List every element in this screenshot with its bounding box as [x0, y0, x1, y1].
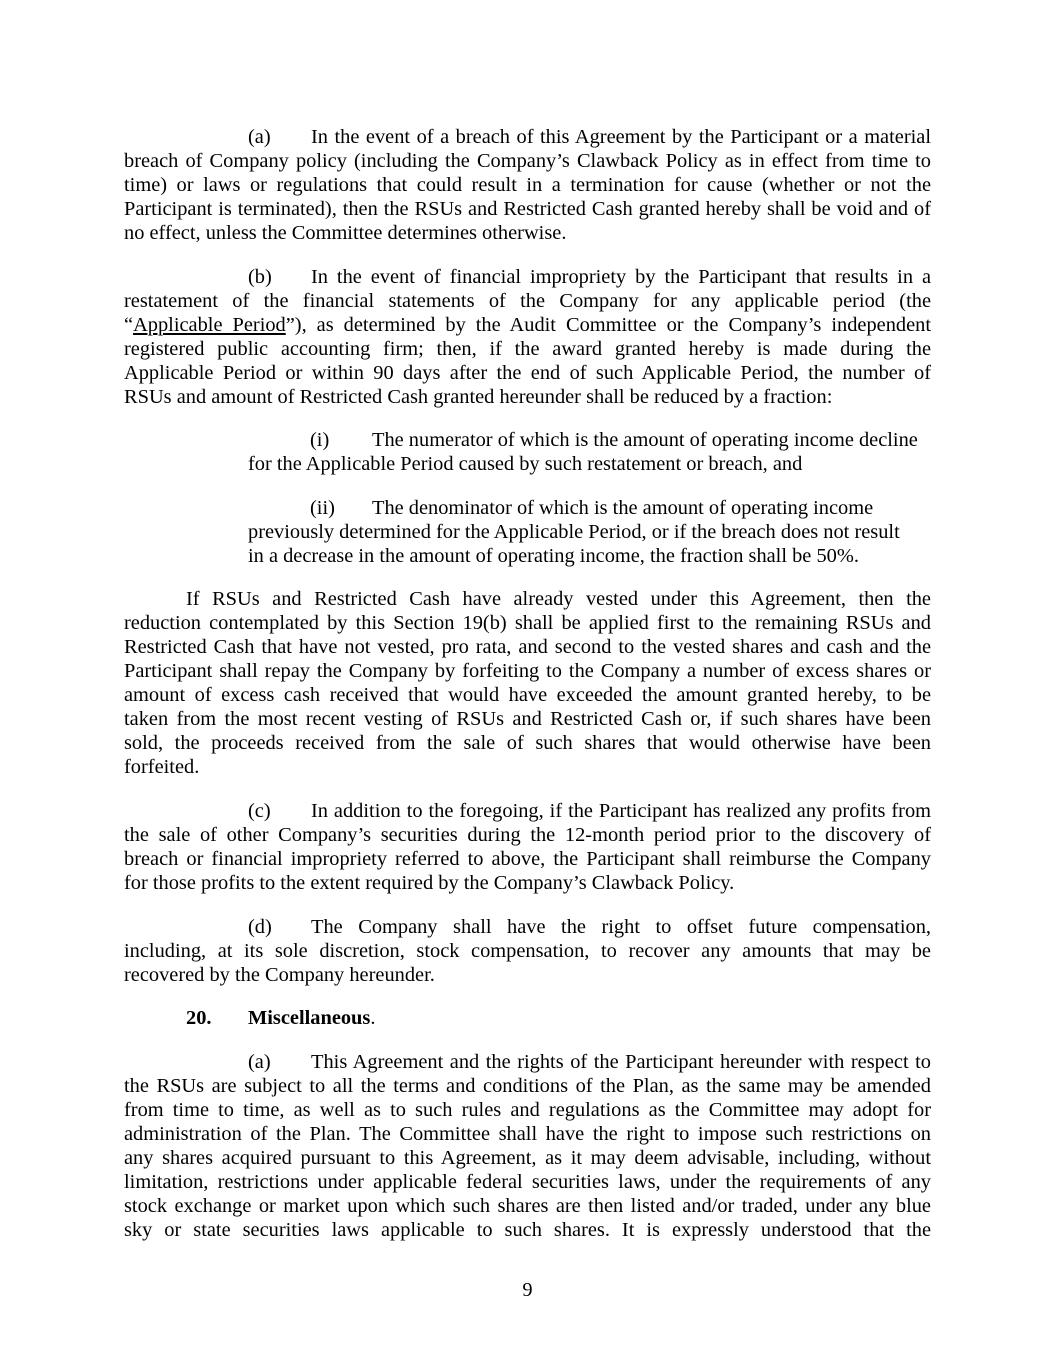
paragraph-20a-line: any shares acquired pursuant to this Agreement, as it may deem advisable, including, without: [124, 1146, 931, 1169]
paragraph-19b-line: restatement of the financial statements of the Company for any applicable period (the: [124, 289, 931, 312]
paragraph-19b-line: RSUs and amount of Restricted Cash granted hereunder shall be reduced by a fraction:: [124, 385, 833, 408]
paragraph-19c-line: breach or financial impropriety referred to above, the Participant shall reimburse the Company: [124, 847, 931, 870]
paragraph-19b-text: In the event of financial impropriety by the Participant that results in a: [311, 265, 931, 288]
defined-term-applicable-period: Applicable Period: [133, 313, 286, 336]
subparagraph-ii-line: previously determined for the Applicable Period, or if the breach does not result: [248, 520, 900, 543]
subparagraph-ii-first-line: [124, 496, 931, 520]
paragraph-19a-label: (a): [248, 126, 271, 148]
section-20-heading: [124, 1006, 931, 1030]
paragraph-20a-label: (a): [248, 1050, 271, 1073]
paragraph-20a-line: stock exchange or market upon which such shares are then listed and/or traded, under any blue: [124, 1194, 931, 1217]
paragraph-19b-line: [124, 313, 931, 337]
paragraph-19c-line: for those profits to the extent required by the Company’s Clawback Policy.: [124, 871, 735, 894]
paragraph-reduction-line: taken from the most recent vesting of RSUs and Restricted Cash or, if such shares have been: [124, 708, 931, 731]
page-number: 9: [522, 1279, 533, 1301]
paragraph-19a-line: Participant is terminated), then the RSUs and Restricted Cash granted hereby shall be void and of: [124, 198, 931, 220]
paragraph-19b-line: Applicable Period or within 90 days after the end of such Applicable Period, the number of: [124, 361, 931, 384]
paragraph-19c-text: In addition to the foregoing, if the Participant has realized any profits from: [311, 799, 931, 822]
paragraph-reduction-line: Participant shall repay the Company by forfeiting to the Company a number of excess shares or: [124, 660, 931, 683]
paragraph-reduction-line: Restricted Cash that have not vested, pro rata, and second to the vested shares and cash and the: [124, 636, 931, 659]
paragraph-reduction-line: If RSUs and Restricted Cash have already vested under this Agreement, then the: [186, 588, 931, 611]
section-20-number: 20.: [186, 1007, 212, 1030]
paragraph-19d-label: (d): [248, 915, 272, 938]
paragraph-20a-line: from time to time, as well as to such rules and regulations as the Committee may adopt for: [124, 1098, 931, 1121]
subparagraph-i: [124, 428, 931, 476]
paragraph-reduction-line: sold, the proceeds received from the sale of such shares that would otherwise have been: [124, 732, 931, 755]
paragraph-reduction: [124, 587, 931, 779]
paragraph-19b-label: (b): [248, 265, 272, 288]
paragraph-19a-line: no effect, unless the Committee determines otherwise.: [124, 222, 567, 244]
paragraph-19c-line: the sale of other Company’s securities during the 12-month period prior to the discovery of: [124, 823, 931, 846]
paragraph-19d-line: including, at its sole discretion, stock compensation, to recover any amounts that may be: [124, 939, 931, 962]
paragraph-20a-line: the RSUs are subject to all the terms and conditions of the Plan, as the same may be amended: [124, 1074, 931, 1097]
subparagraph-ii-label: (ii): [310, 496, 335, 519]
subparagraph-i-first-line: [124, 428, 931, 452]
paragraph-reduction-line: amount of excess cash received that would have exceeded the amount granted hereby, to be: [124, 684, 931, 707]
paragraph-19b: [124, 265, 931, 409]
section-20-heading-line: [124, 1006, 931, 1030]
paragraph-20a-line: limitation, restrictions under applicable federal securities laws, under the requirements of any: [124, 1170, 931, 1193]
paragraph-19a: [124, 125, 931, 245]
paragraph-20a-line: administration of the Plan. The Committee shall have the right to impose such restrictions on: [124, 1122, 931, 1145]
paragraph-reduction-line: reduction contemplated by this Section 19(b) shall be applied first to the remaining RSUs and: [124, 612, 931, 635]
paragraph-19a-line: time) or laws or regulations that could result in a termination for cause (whether or not the: [124, 174, 931, 196]
subparagraph-i-label: (i): [310, 429, 330, 452]
subparagraph-i-text: The numerator of which is the amount of operating income decline: [372, 429, 918, 452]
paragraph-19d-text: The Company shall have the right to offset future compensation,: [311, 915, 931, 938]
paragraph-20a-first-line: [124, 1050, 931, 1074]
paragraph-19c: [124, 799, 931, 895]
paragraph-19c-first-line: [124, 799, 931, 823]
section-20-title: Miscellaneous: [248, 1007, 371, 1030]
paragraph-19b-line-rest: ”), as determined by the Audit Committee or the Company’s independent: [285, 313, 931, 336]
paragraph-19b-first-line: [124, 265, 931, 289]
paragraph-19d: [124, 915, 931, 987]
section-20-title-punct: .: [370, 1007, 376, 1030]
paragraph-19a-text: In the event of a breach of this Agreement by the Participant or a material: [311, 126, 931, 148]
paragraph-20a: [124, 1050, 931, 1242]
paragraph-20a-line: sky or state securities laws applicable to such shares. It is expressly understood that the: [124, 1218, 931, 1241]
paragraph-19a-line: breach of Company policy (including the Company’s Clawback Policy as in effect from time to: [124, 150, 931, 172]
subparagraph-i-line: for the Applicable Period caused by such restatement or breach, and: [248, 453, 803, 476]
paragraph-20a-text: This Agreement and the rights of the Participant hereunder with respect to: [311, 1050, 931, 1073]
paragraph-reduction-line: forfeited.: [124, 756, 200, 779]
subparagraph-ii: [124, 496, 931, 568]
subparagraph-ii-line: in a decrease in the amount of operating income, the fraction shall be 50%.: [248, 544, 859, 567]
paragraph-19d-first-line: [124, 915, 931, 939]
open-quote: “: [124, 313, 134, 336]
subparagraph-ii-text: The denominator of which is the amount of operating income: [372, 496, 874, 519]
paragraph-19a-first-line: [124, 125, 931, 149]
document-body: [124, 125, 931, 1261]
paragraph-19b-line: registered public accounting firm; then, if the award granted hereby is made during the: [124, 337, 931, 360]
paragraph-19c-label: (c): [248, 799, 271, 822]
paragraph-19d-line: recovered by the Company hereunder.: [124, 963, 435, 986]
